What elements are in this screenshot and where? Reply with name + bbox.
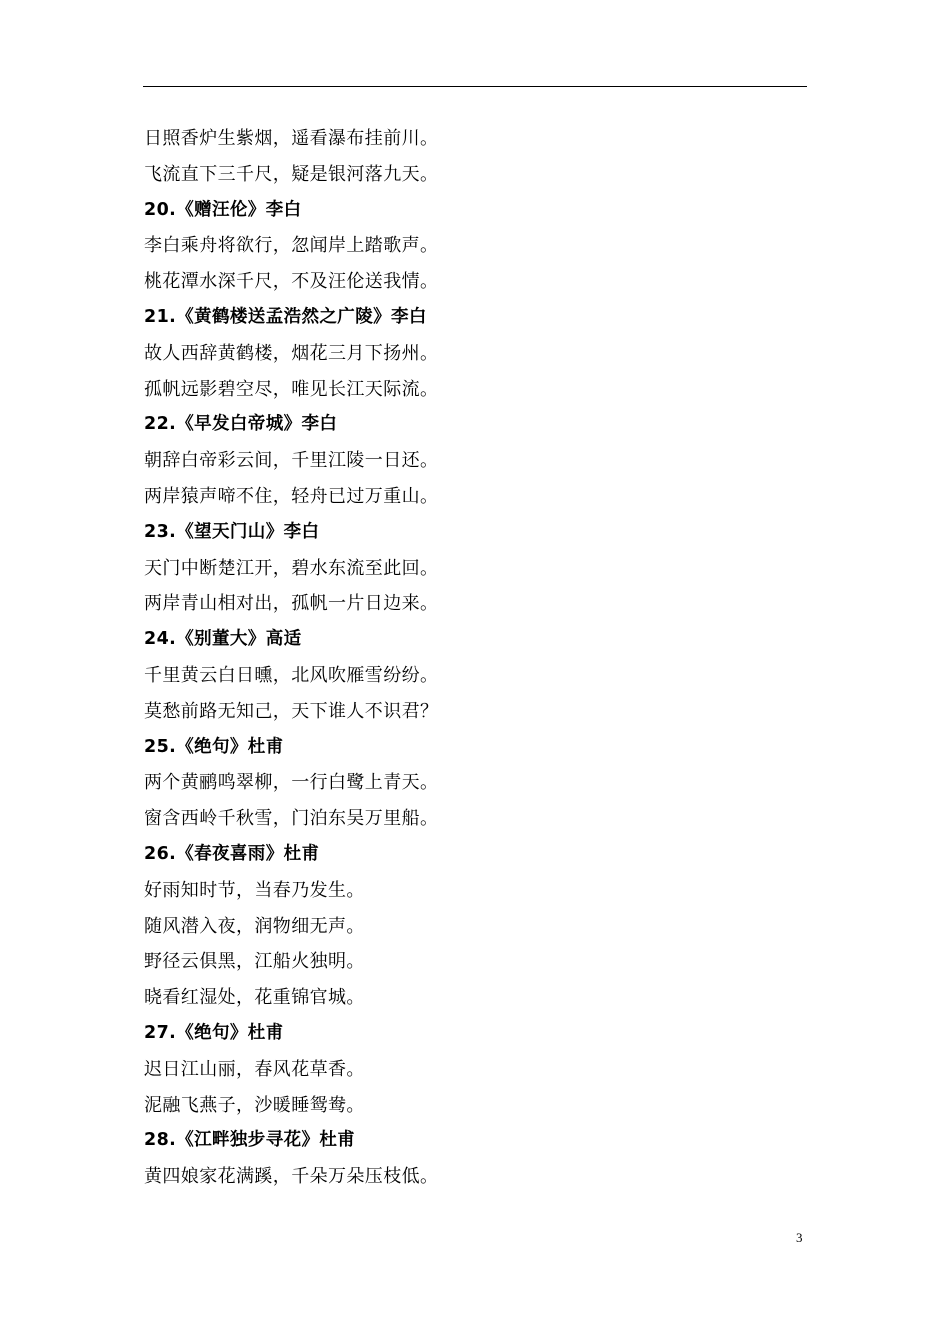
- poem-heading: 22.《早发白帝城》李白: [144, 414, 338, 435]
- verse-line: 日照香炉生紫烟，遥看瀑布挂前川。: [144, 128, 439, 149]
- verse-line: 飞流直下三千尺，疑是银河落九天。: [144, 163, 439, 185]
- poem-heading: 24.《别董大》高适: [144, 629, 302, 650]
- verse-line: 随风潜入夜，润物细无声。: [144, 915, 365, 937]
- poem-heading: 25.《绝句》杜甫: [144, 736, 284, 757]
- poem-heading: 28.《江畔独步寻花》杜甫: [144, 1130, 356, 1151]
- verse-line: 两个黄鹂鸣翠柳，一行白鹭上青天。: [144, 772, 439, 794]
- poem-list: [144, 121, 808, 1195]
- verse-line: 两岸青山相对出，孤帆一片日边来。: [144, 593, 439, 615]
- verse-line: 故人西辞黄鹤楼，烟花三月下扬州。: [144, 342, 439, 364]
- verse-line: 两岸猿声啼不住，轻舟已过万重山。: [144, 485, 439, 507]
- page-number: 3: [796, 1230, 803, 1245]
- verse-line: 野径云俱黑，江船火独明。: [144, 951, 365, 973]
- verse-line: 天门中断楚江开，碧水东流至此回。: [144, 557, 439, 579]
- verse-line: 千里黄云白日曛，北风吹雁雪纷纷。: [144, 664, 439, 686]
- verse-line: 黄四娘家花满蹊，千朵万朵压枝低。: [144, 1166, 439, 1188]
- poem-heading: 27.《绝句》杜甫: [144, 1022, 284, 1043]
- poem-heading: 21.《黄鹤楼送孟浩然之广陵》李白: [144, 306, 427, 327]
- poem-heading: 23.《望天门山》李白: [144, 521, 320, 542]
- verse-line: 窗含西岭千秋雪，门泊东吴万里船。: [144, 808, 439, 830]
- verse-line: 好雨知时节，当春乃发生。: [144, 879, 365, 901]
- verse-line: 莫愁前路无知己，天下谁人不识君？: [144, 700, 439, 722]
- poem-heading: 26.《春夜喜雨》杜甫: [144, 843, 320, 864]
- verse-line: 桃花潭水深千尺，不及汪伦送我情。: [144, 271, 439, 293]
- poem-heading: 20.《赠汪伦》李白: [144, 199, 302, 220]
- verse-line: 迟日江山丽，春风花草香。: [144, 1058, 365, 1080]
- verse-line: 孤帆远影碧空尽，唯见长江天际流。: [144, 378, 439, 400]
- verse-line: 泥融飞燕子，沙暖睡鸳鸯。: [144, 1094, 365, 1116]
- verse-line: 晓看红湿处，花重锦官城。: [144, 987, 365, 1009]
- verse-line: 李白乘舟将欲行，忽闻岸上踏歌声。: [144, 235, 439, 257]
- header-rule: [143, 86, 807, 87]
- verse-line: 朝辞白帝彩云间，千里江陵一日还。: [144, 450, 439, 472]
